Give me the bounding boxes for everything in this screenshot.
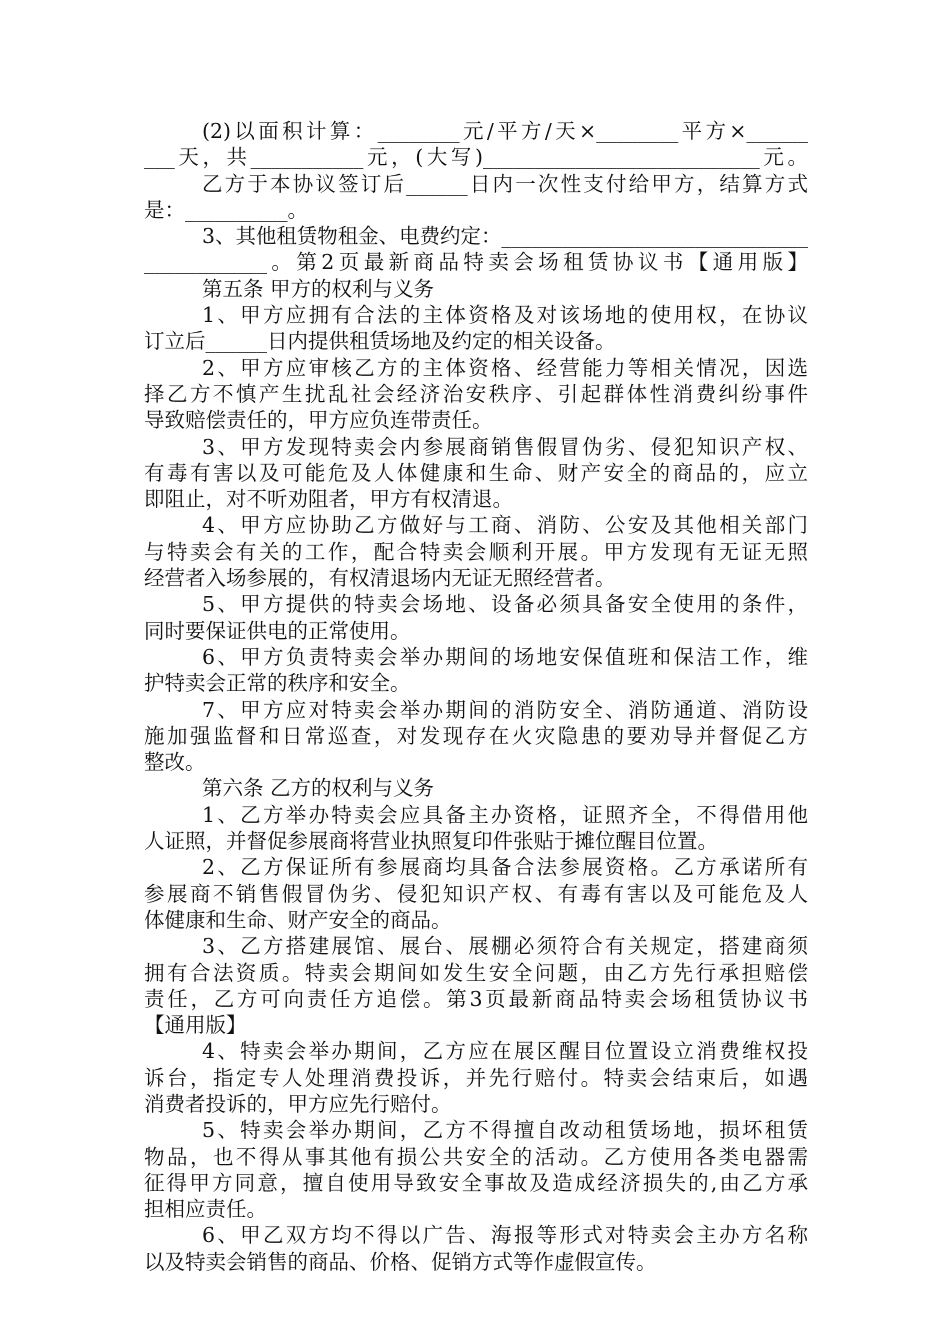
text-line: 乙方于本协议签订后______日内一次性支付给甲方，结算方式 xyxy=(202,171,808,196)
document-page xyxy=(144,118,808,1275)
text-line: 6、甲方负责特卖会举办期间的场地安保值班和保洁工作，维 xyxy=(202,644,808,669)
text-line: ____________。第2页最新商品特卖会场租赁协议书【通用版】 xyxy=(144,250,808,275)
section-heading: 第六条 乙方的权利与义务 xyxy=(202,776,435,801)
section-heading: 第五条 甲方的权利与义务 xyxy=(202,276,435,301)
text-line: ___天，共___________元，(大写)___________________________元。 xyxy=(144,145,808,170)
text-line: 5、甲方提供的特卖会场地、设备必须具备安全使用的条件， xyxy=(202,592,808,617)
text-line: 4、特卖会举办期间，乙方应在展区醒目位置设立消费维权投 xyxy=(202,1039,808,1064)
text-line: 消费者投诉的，甲方应先行赔付。 xyxy=(144,1091,452,1116)
text-line: 有毒有害以及可能危及人体健康和生命、财产安全的商品的，应立 xyxy=(144,460,808,485)
text-line: 拥有合法资质。特卖会期间如发生安全问题，由乙方先行承担赔偿 xyxy=(144,960,808,985)
text-line: 7、甲方应对特卖会举办期间的消防安全、消防通道、消防设 xyxy=(202,697,808,722)
text-line: 2、乙方保证所有参展商均具备合法参展资格。乙方承诺所有 xyxy=(202,855,808,880)
text-line: 诉台，指定专人处理消费投诉，并先行赔付。特卖会结束后，如遇 xyxy=(144,1065,808,1090)
text-line: 物品，也不得从事其他有损公共安全的活动。乙方使用各类电器需 xyxy=(144,1144,808,1169)
text-line: (2)以面积计算：________元/平方/天×________平方×______ xyxy=(202,119,808,143)
text-line: 3、甲方发现特卖会内参展商销售假冒伪劣、侵犯知识产权、 xyxy=(202,434,808,459)
text-line: 导致赔偿责任的，甲方应负连带责任。 xyxy=(144,408,493,433)
text-line: 1、乙方举办特卖会应具备主办资格，证照齐全，不得借用他 xyxy=(202,802,808,827)
text-line: 6、甲乙双方均不得以广告、海报等形式对特卖会主办方名称 xyxy=(202,1223,808,1248)
text-line: 2、甲方应审核乙方的主体资格、经营能力等相关情况，因选 xyxy=(202,355,808,380)
text-line: 1、甲方应拥有合法的主体资格及对该场地的使用权，在协议 xyxy=(202,303,808,328)
text-line: 【通用版】 xyxy=(144,1013,247,1038)
text-line: 责任，乙方可向责任方追偿。第3页最新商品特卖会场租赁协议书 xyxy=(144,986,808,1011)
text-line: 订立后______日内提供租赁场地及约定的相关设备。 xyxy=(144,329,616,354)
text-line: 择乙方不慎产生扰乱社会经济治安秩序、引起群体性消费纠纷事件 xyxy=(144,381,808,406)
text-line: 担相应责任。 xyxy=(144,1197,267,1222)
text-line: 即阻止，对不听劝阻者，甲方有权清退。 xyxy=(144,487,513,512)
text-line: 征得甲方同意，擅自使用导致安全事故及造成经济损失的,由乙方承 xyxy=(144,1170,808,1195)
text-line: 体健康和生命、财产安全的商品。 xyxy=(144,907,452,932)
text-line: 经营者入场参展的，有权清退场内无证无照经营者。 xyxy=(144,566,616,591)
text-line: 3、乙方搭建展馆、展台、展棚必须符合有关规定，搭建商须 xyxy=(202,934,808,959)
text-line: 是：__________。 xyxy=(144,197,308,222)
text-line: 护特卖会正常的秩序和安全。 xyxy=(144,671,411,696)
text-line: 人证照，并督促参展商将营业执照复印件张贴于摊位醒目位置。 xyxy=(144,829,718,854)
text-line: 整改。 xyxy=(144,750,206,775)
text-line: 以及特卖会销售的商品、价格、促销方式等作虚假宣传。 xyxy=(144,1249,657,1274)
text-line: 3、其他租赁物租金、电费约定：______________________________ xyxy=(202,224,808,249)
text-line: 4、甲方应协助乙方做好与工商、消防、公安及其他相关部门 xyxy=(202,513,808,538)
text-line: 参展商不销售假冒伪劣、侵犯知识产权、有毒有害以及可能危及人 xyxy=(144,881,808,906)
text-line: 5、特卖会举办期间，乙方不得擅自改动租赁场地，损坏租赁 xyxy=(202,1118,808,1143)
text-line: 施加强监督和日常巡查，对发现存在火灾隐患的要劝导并督促乙方 xyxy=(144,723,808,748)
text-line: 与特卖会有关的工作，配合特卖会顺利开展。甲方发现有无证无照 xyxy=(144,539,808,564)
text-line: 同时要保证供电的正常使用。 xyxy=(144,618,411,643)
